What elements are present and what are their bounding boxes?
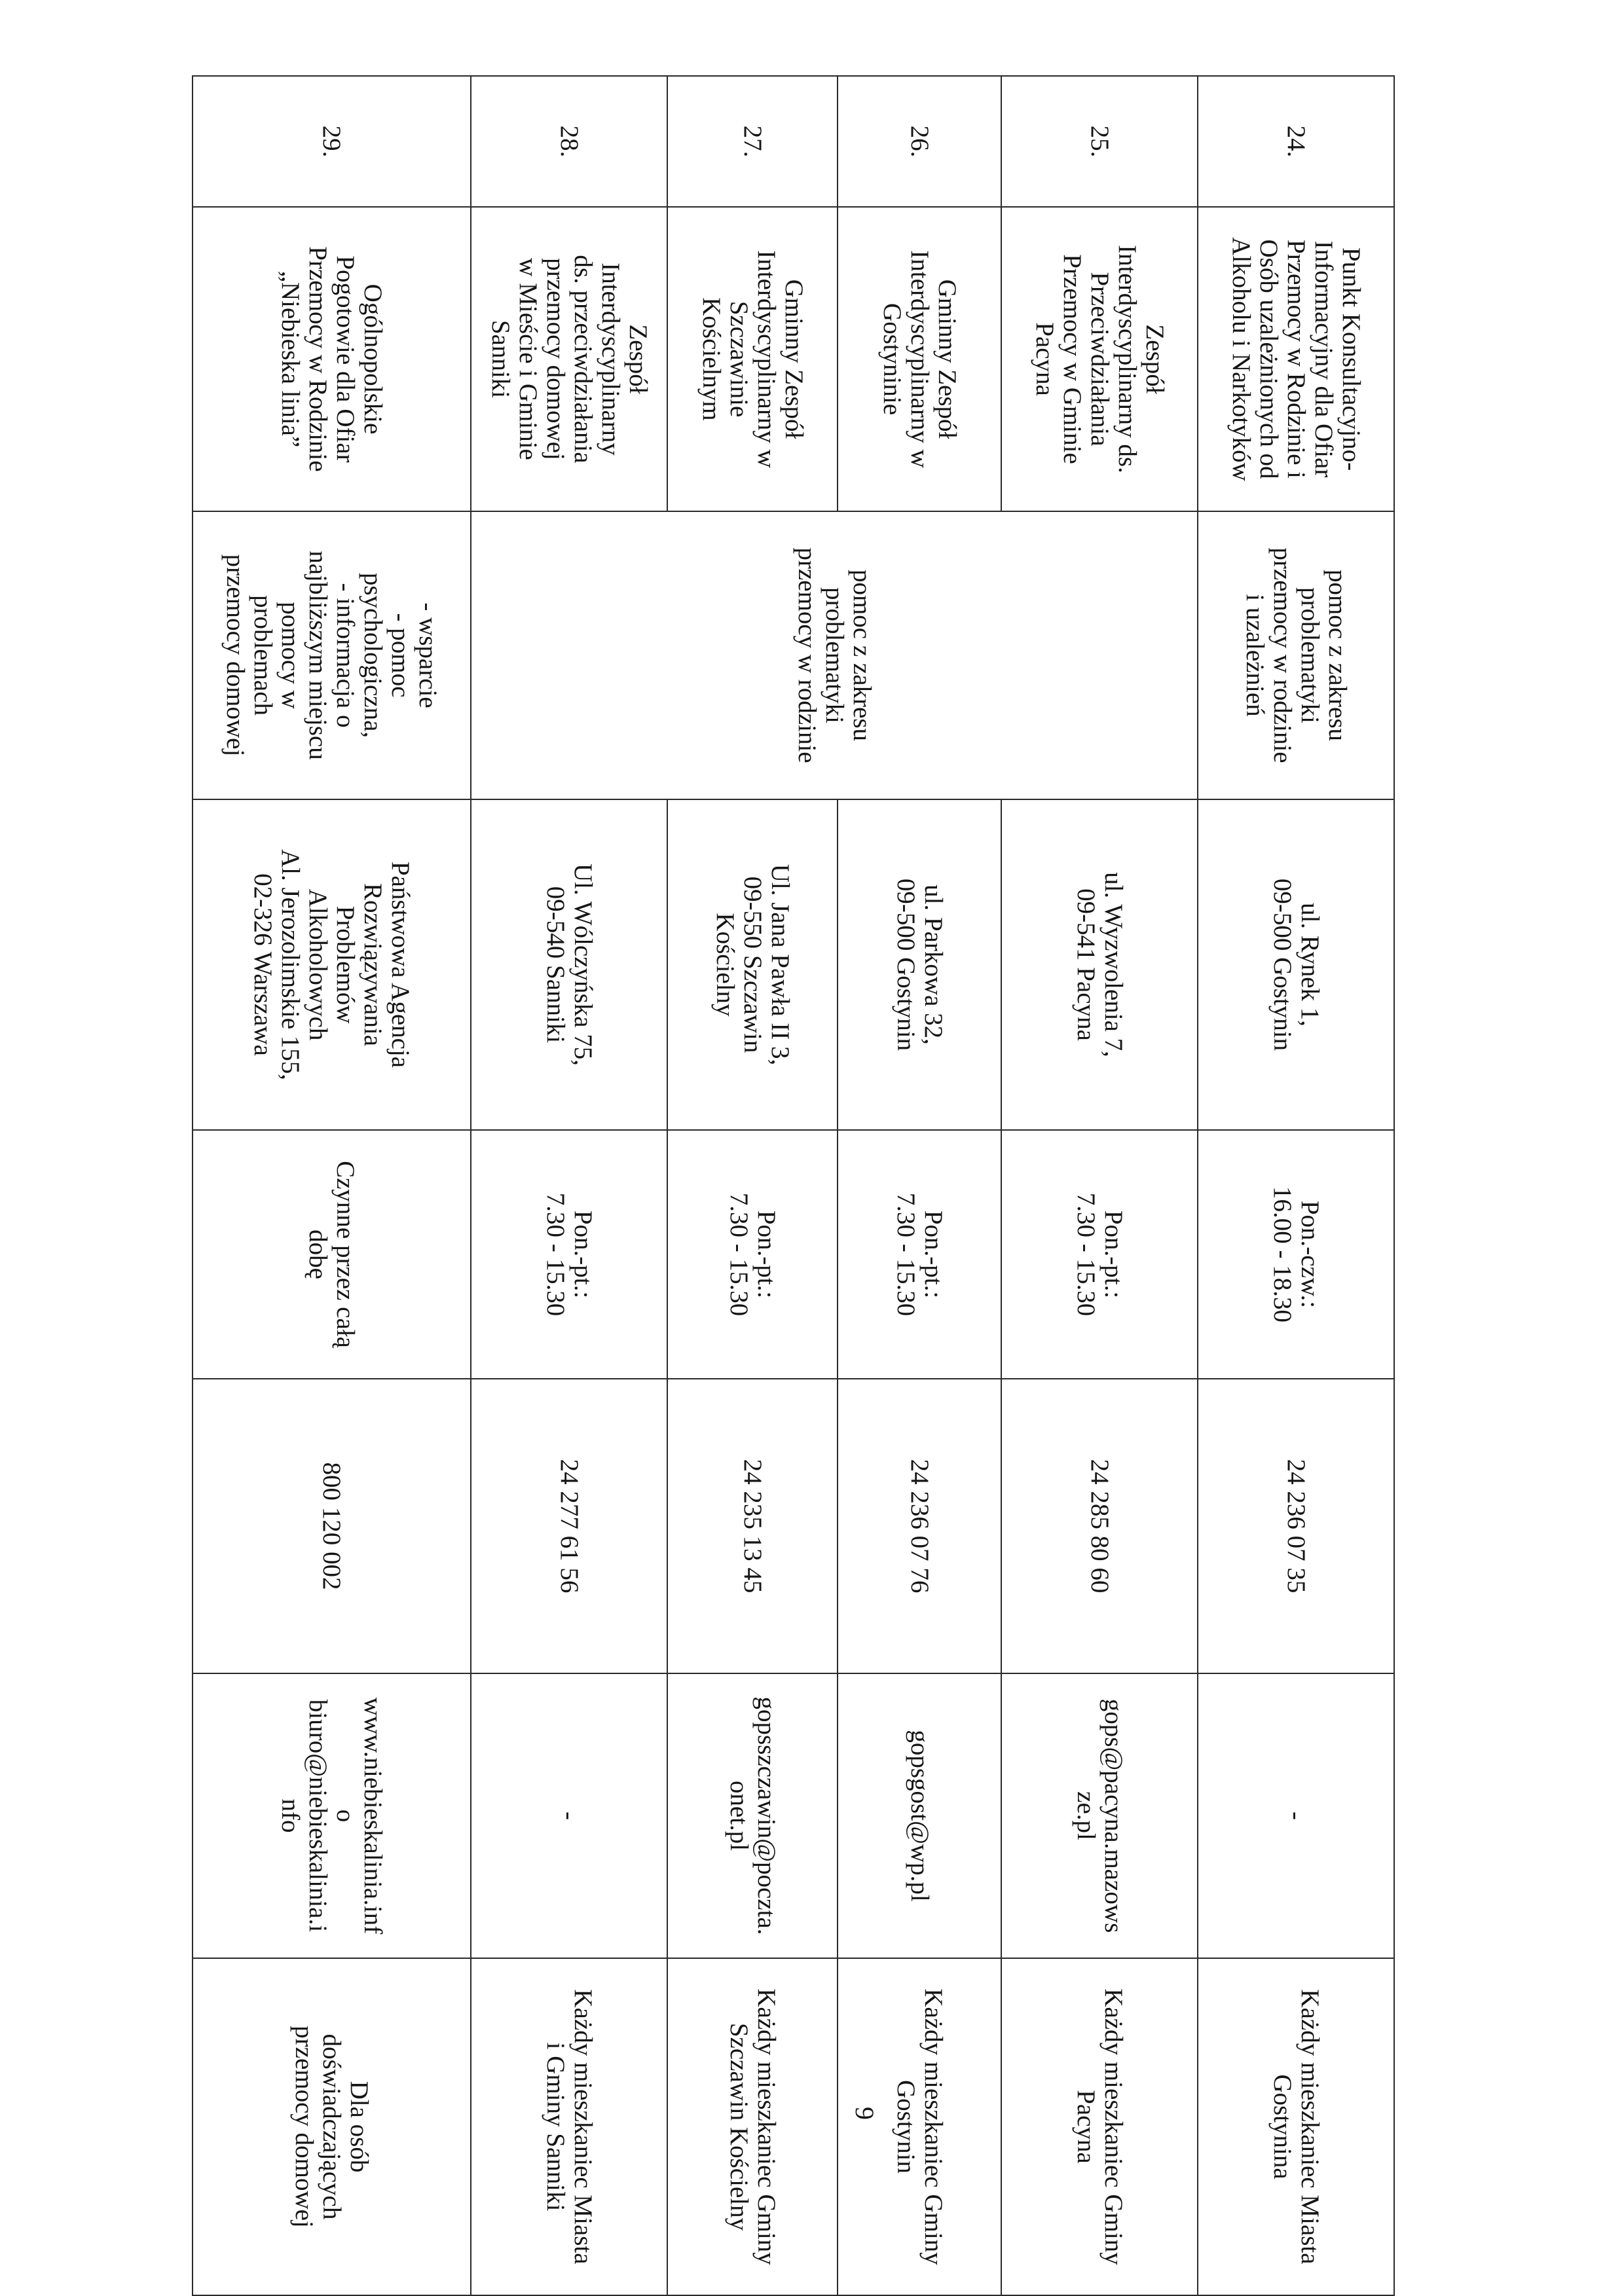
email: -	[1198, 1673, 1394, 1958]
table-row	[1001, 76, 1198, 2295]
institution-name: Ogólnopolskie Pogotowie dla Ofiar Przemocy w Rodzinie „Niebieska linia”	[193, 207, 471, 511]
support-scope: pomoc z zakresu problematyki przemocy w rodzinie i uzależnień	[1198, 511, 1394, 799]
institution-name: Punkt Konsultacyjno- Informacyjny dla Ofiar Przemocy w Rodzinie i Osób uzależnionych od Alkoholu i Narkotyków	[1198, 207, 1394, 511]
table-row	[193, 76, 471, 2295]
recipients: Każdy mieszkaniec Gminy Gostynin	[838, 1958, 1001, 2295]
address: Państwowa Agencja Rozwiązywania Problemów Alkoholowych Al. Jerozolimskie 155, 02-326 Warszawa	[193, 799, 471, 1130]
email: gopsgost@wp.pl	[838, 1673, 1001, 1958]
address: Ul. Wólczyńska 75, 09-540 Sanniki	[471, 799, 667, 1130]
recipients: Każdy mieszkaniec Gminy Pacyna	[1001, 1958, 1198, 2295]
row-number: 24.	[1198, 76, 1394, 207]
page-number: 9	[850, 2107, 879, 2120]
phone-number: 24 277 61 56	[471, 1379, 667, 1673]
address: Ul. Jana Pawła II 3, 09-550 Szczawin Kościelny	[667, 799, 838, 1130]
recipients: Dla osób doświadczających przemocy domowej	[193, 1958, 471, 2295]
support-institutions-table	[192, 75, 1395, 2296]
opening-hours: Pon.-czw.: 16.00 - 18.30	[1198, 1130, 1394, 1379]
support-scope-shared: pomoc z zakresu problematyki przemocy w rodzinie	[471, 511, 1198, 799]
institution-name: Gminny Zespół Interdyscyplinarny w Gostyninie	[838, 207, 1001, 511]
table-row	[471, 76, 667, 2295]
email: -	[471, 1673, 667, 1958]
address: ul. Rynek 1, 09-500 Gostynin	[1198, 799, 1394, 1130]
email: gopsszczawin@poczta. onet.pl	[667, 1673, 838, 1958]
support-scope: - wsparcie - pomoc psychologiczna, - informacja o najbliższym miejscu pomocy w problemach przemocy domowej	[193, 511, 471, 799]
row-number: 27.	[667, 76, 838, 207]
phone-number: 800 120 002	[193, 1379, 471, 1673]
row-number: 28.	[471, 76, 667, 207]
recipients: Każdy mieszkaniec Miasta Gostynina	[1198, 1958, 1394, 2295]
opening-hours: Pon.-pt.: 7.30 - 15.30	[667, 1130, 838, 1379]
rotated-table-wrapper	[221, 75, 1395, 2265]
row-number: 26.	[838, 76, 1001, 207]
phone-number: 24 236 07 76	[838, 1379, 1001, 1673]
recipients: Każdy mieszkaniec Gminy Szczawin Kościelny	[667, 1958, 838, 2295]
address: ul. Wyzwolenia 7, 09-541 Pacyna	[1001, 799, 1198, 1130]
table-row	[838, 76, 1001, 2295]
institution-name: Zespół Interdyscyplinarny ds. przeciwdziałania przemocy domowej w Mieście i Gminie Sanniki	[471, 207, 667, 511]
email: www.niebieskalinia.inf o biuro@niebieskalinia.i nfo	[193, 1673, 471, 1958]
row-number: 29.	[193, 76, 471, 207]
opening-hours: Pon.-pt.: 7.30 - 15.30	[838, 1130, 1001, 1379]
address: ul. Parkowa 32, 09-500 Gostynin	[838, 799, 1001, 1130]
row-number: 25.	[1001, 76, 1198, 207]
institution-name: Gminny Zespół Interdyscyplinarny w Szczawinie Kościelnym	[667, 207, 838, 511]
email: gops@pacyna.mazows ze.pl	[1001, 1673, 1198, 1958]
phone-number: 24 236 07 35	[1198, 1379, 1394, 1673]
table-row	[667, 76, 838, 2295]
phone-number: 24 285 80 60	[1001, 1379, 1198, 1673]
phone-number: 24 235 13 45	[667, 1379, 838, 1673]
institution-name: Zespół Interdyscyplinarny ds. Przeciwdziałania Przemocy w Gminie Pacyna	[1001, 207, 1198, 511]
opening-hours: Pon.-pt.: 7.30 - 15.30	[471, 1130, 667, 1379]
opening-hours: Czynne przez całą dobę	[193, 1130, 471, 1379]
recipients: Każdy mieszkaniec Miasta i Gminy Sanniki	[471, 1958, 667, 2295]
table-row	[1198, 76, 1394, 2295]
opening-hours: Pon.-pt.: 7.30 - 15.30	[1001, 1130, 1198, 1379]
